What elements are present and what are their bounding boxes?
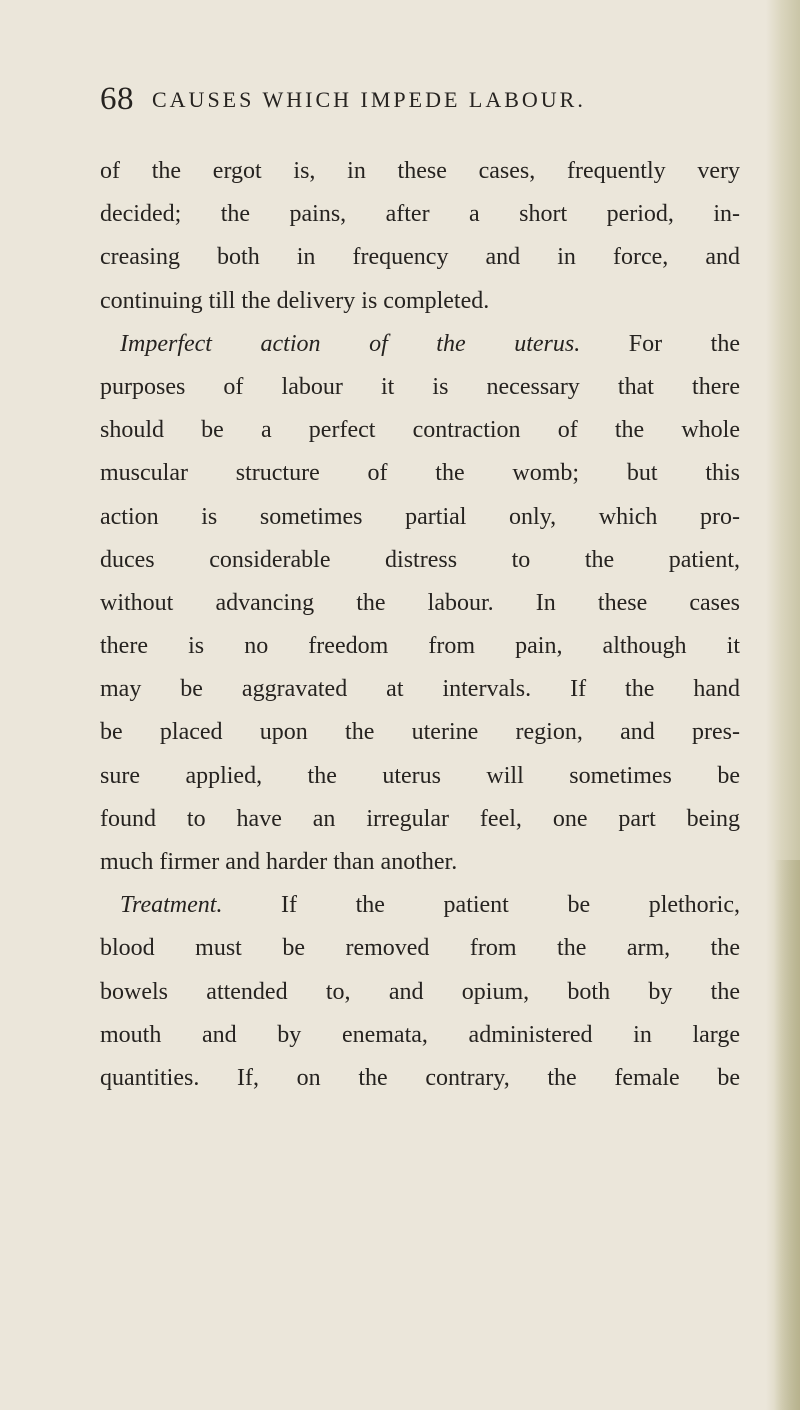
text-line: action is sometimes partial only, which pro- [100, 503, 740, 530]
section-heading-treatment: Treatment. [120, 892, 223, 919]
text-line: may be aggravated at intervals. If the hand [100, 676, 740, 703]
text-line: blood must be removed from the arm, the [100, 935, 740, 962]
text-line: there is no freedom from pain, although it [100, 633, 740, 660]
text-line: much firmer and harder than another. [100, 849, 458, 875]
page-header [100, 78, 740, 120]
text-line: muscular structure of the womb; but this [100, 460, 740, 487]
text-line-section-treatment [100, 884, 740, 927]
text-line: bowels attended to, and opium, both by the [100, 978, 740, 1005]
text-line-rest: For the [580, 330, 740, 357]
page-number: 68 [100, 81, 134, 117]
section-heading-imperfect-action: Imperfect action of the uterus. [120, 330, 581, 357]
text-line: continuing till the delivery is completed. [100, 287, 490, 314]
text-line: sure applied, the uterus will sometimes be [100, 762, 740, 789]
text-line: without advancing the labour. In these cases [100, 589, 740, 616]
text-line-rest: If the patient be plethoric, [222, 892, 740, 919]
text-line: found to have an irregular feel, one part being [100, 805, 740, 832]
text-line-section-imperfect-action [100, 323, 740, 366]
text-line: purposes of labour it is necessary that there [100, 373, 740, 400]
text-line: creasing both in frequency and in force, and [100, 244, 740, 271]
body-text [100, 150, 740, 1100]
text-line: decided; the pains, after a short period, in- [100, 201, 740, 228]
text-line: quantities. If, on the contrary, the female be [100, 1064, 740, 1091]
text-line: mouth and by enemata, administered in large [100, 1021, 740, 1048]
page-edge-stain [774, 860, 800, 1410]
text-line: be placed upon the uterine region, and pres- [100, 719, 740, 746]
running-head: CAUSES WHICH IMPEDE LABOUR. [152, 87, 586, 112]
text-line: should be a perfect contraction of the whole [100, 417, 740, 444]
text-line: duces considerable distress to the patient, [100, 546, 740, 573]
text-line: of the ergot is, in these cases, frequently very [100, 158, 740, 184]
